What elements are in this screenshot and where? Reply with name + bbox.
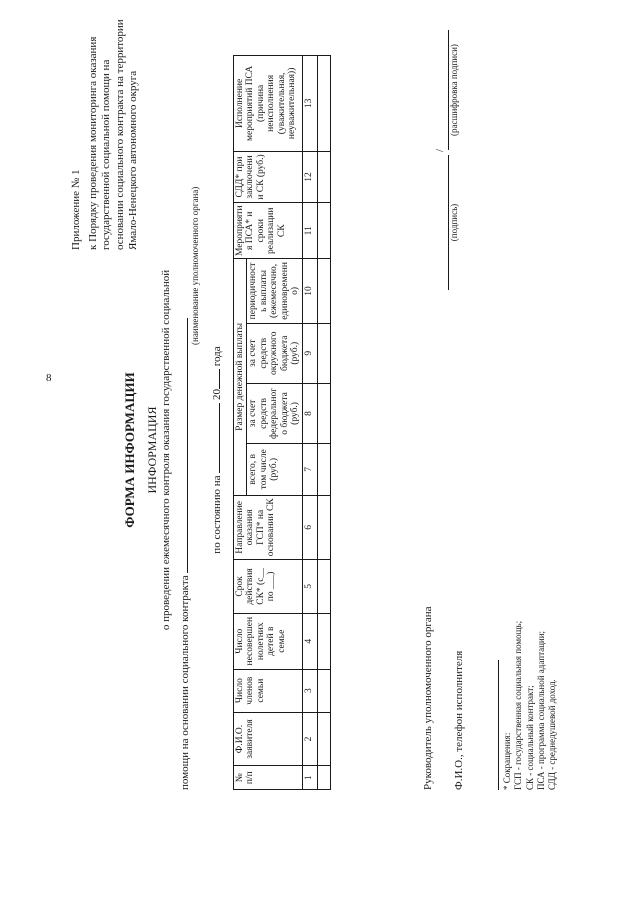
col-number: 11 xyxy=(302,203,317,259)
empty-cell[interactable] xyxy=(317,560,330,614)
footnotes xyxy=(498,621,558,790)
empty-cell[interactable] xyxy=(317,712,330,766)
as-of-prefix: по состоянию на xyxy=(211,475,223,554)
decryption-line[interactable] xyxy=(432,30,449,150)
col-header-5: Срок действия СК* (с__ по ___) xyxy=(234,560,303,614)
col-header-2: Ф.И.О. заявителя xyxy=(234,712,303,766)
empty-cell[interactable] xyxy=(317,766,330,790)
year-blank[interactable] xyxy=(208,369,220,389)
rotated-landscape-content xyxy=(30,10,640,890)
col-header-12: СДД* при заключении СК (руб.) xyxy=(234,151,303,203)
signature-line[interactable] xyxy=(432,155,449,290)
empty-cell[interactable] xyxy=(317,383,330,443)
decryption-field[interactable] xyxy=(432,30,459,150)
date-day-month-blank[interactable] xyxy=(208,403,220,473)
col-number: 4 xyxy=(302,613,317,669)
info-title: ИНФОРМАЦИЯ xyxy=(145,406,159,494)
empty-cell[interactable] xyxy=(317,203,330,259)
col-header-10: периодичность выплаты (ежемесячно, единовременно) xyxy=(247,259,302,323)
empty-cell[interactable] xyxy=(317,495,330,559)
col-number: 8 xyxy=(302,383,317,443)
col-number: 13 xyxy=(302,56,317,152)
empty-cell[interactable] xyxy=(317,669,330,712)
footnote-item: ПСА - программа социальной адаптации; xyxy=(535,630,546,790)
organization-hint: (наименование уполномоченного органа) xyxy=(190,186,200,345)
empty-cell[interactable] xyxy=(317,151,330,203)
empty-cell[interactable] xyxy=(317,613,330,669)
footnote-divider xyxy=(498,660,499,790)
column-number-row xyxy=(302,56,317,790)
as-of-suffix: года xyxy=(211,346,223,367)
signature-caption: (подпись) xyxy=(449,203,459,242)
col-header-4: Число несовершеннолетних детей в семье xyxy=(234,613,303,669)
appendix-text: к Порядку проведения мониторинга оказания государственной социальной помощи на основании социального контракта на территории Ямало-Ненецкого автономного округа xyxy=(87,19,139,250)
as-of-year-prefix: 20 xyxy=(211,388,223,400)
as-of-date xyxy=(208,10,223,890)
footnote-heading: * Сокращения: xyxy=(502,732,512,790)
group-header-payment-size: Размер денежной выплаты xyxy=(234,259,247,495)
subtitle-line-2 xyxy=(176,318,191,790)
appendix-title: Приложение № 1 xyxy=(70,169,82,250)
monitoring-table xyxy=(233,55,331,790)
col-header-11: Мероприятия ПСА* и сроки реализации СК xyxy=(234,203,303,259)
table-header-row-1 xyxy=(234,56,247,790)
page-number: 8 xyxy=(46,372,52,384)
col-number: 3 xyxy=(302,669,317,712)
empty-cell[interactable] xyxy=(317,259,330,323)
footnote-item: СК - социальный контракт; xyxy=(524,685,535,790)
col-number: 7 xyxy=(302,444,317,496)
subtitle-line-1: о проведении ежемесячного контроля оказания государственной социальной xyxy=(160,269,172,631)
col-number: 1 xyxy=(302,766,317,790)
head-signature-label: Руководитель уполномоченного органа xyxy=(422,606,434,790)
col-number: 5 xyxy=(302,560,317,614)
col-number: 2 xyxy=(302,712,317,766)
signature-separator: / xyxy=(434,148,446,152)
empty-cell[interactable] xyxy=(317,56,330,152)
col-header-9: за счет средств окружного бюджета (руб.) xyxy=(247,323,302,383)
col-number: 10 xyxy=(302,259,317,323)
col-header-7: всего, в том числе (руб.) xyxy=(247,444,302,496)
col-header-3: Число членов семьи xyxy=(234,669,303,712)
col-header-8: за счет средств федерального бюджета (руб.) xyxy=(247,383,302,443)
col-number: 6 xyxy=(302,495,317,559)
table-row xyxy=(317,56,330,790)
form-title: ФОРМА ИНФОРМАЦИИ xyxy=(122,372,137,528)
col-number: 9 xyxy=(302,323,317,383)
empty-cell[interactable] xyxy=(317,444,330,496)
empty-cell[interactable] xyxy=(317,323,330,383)
col-number: 12 xyxy=(302,151,317,203)
decryption-caption: (расшифровка подписи) xyxy=(449,44,459,136)
col-header-1: № п/п xyxy=(234,766,303,790)
footnote-item: СДД - среднедушевой доход. xyxy=(547,679,557,790)
col-header-13: Исполнение мероприятий ПСА (причина неисполнения (уважительная, неуважительная)) xyxy=(234,56,303,152)
organization-fill-line[interactable] xyxy=(176,318,188,573)
signature-field[interactable] xyxy=(432,155,459,290)
col-header-6: Направление оказания ГСП* на основании СК xyxy=(234,495,303,559)
executor-label: Ф.И.О., телефон исполнителя xyxy=(453,650,465,790)
subtitle-line-2-text: помощи на основании социального контракта xyxy=(179,575,191,790)
footnote-item: ГСП - государственная социальная помощь; xyxy=(513,620,524,790)
